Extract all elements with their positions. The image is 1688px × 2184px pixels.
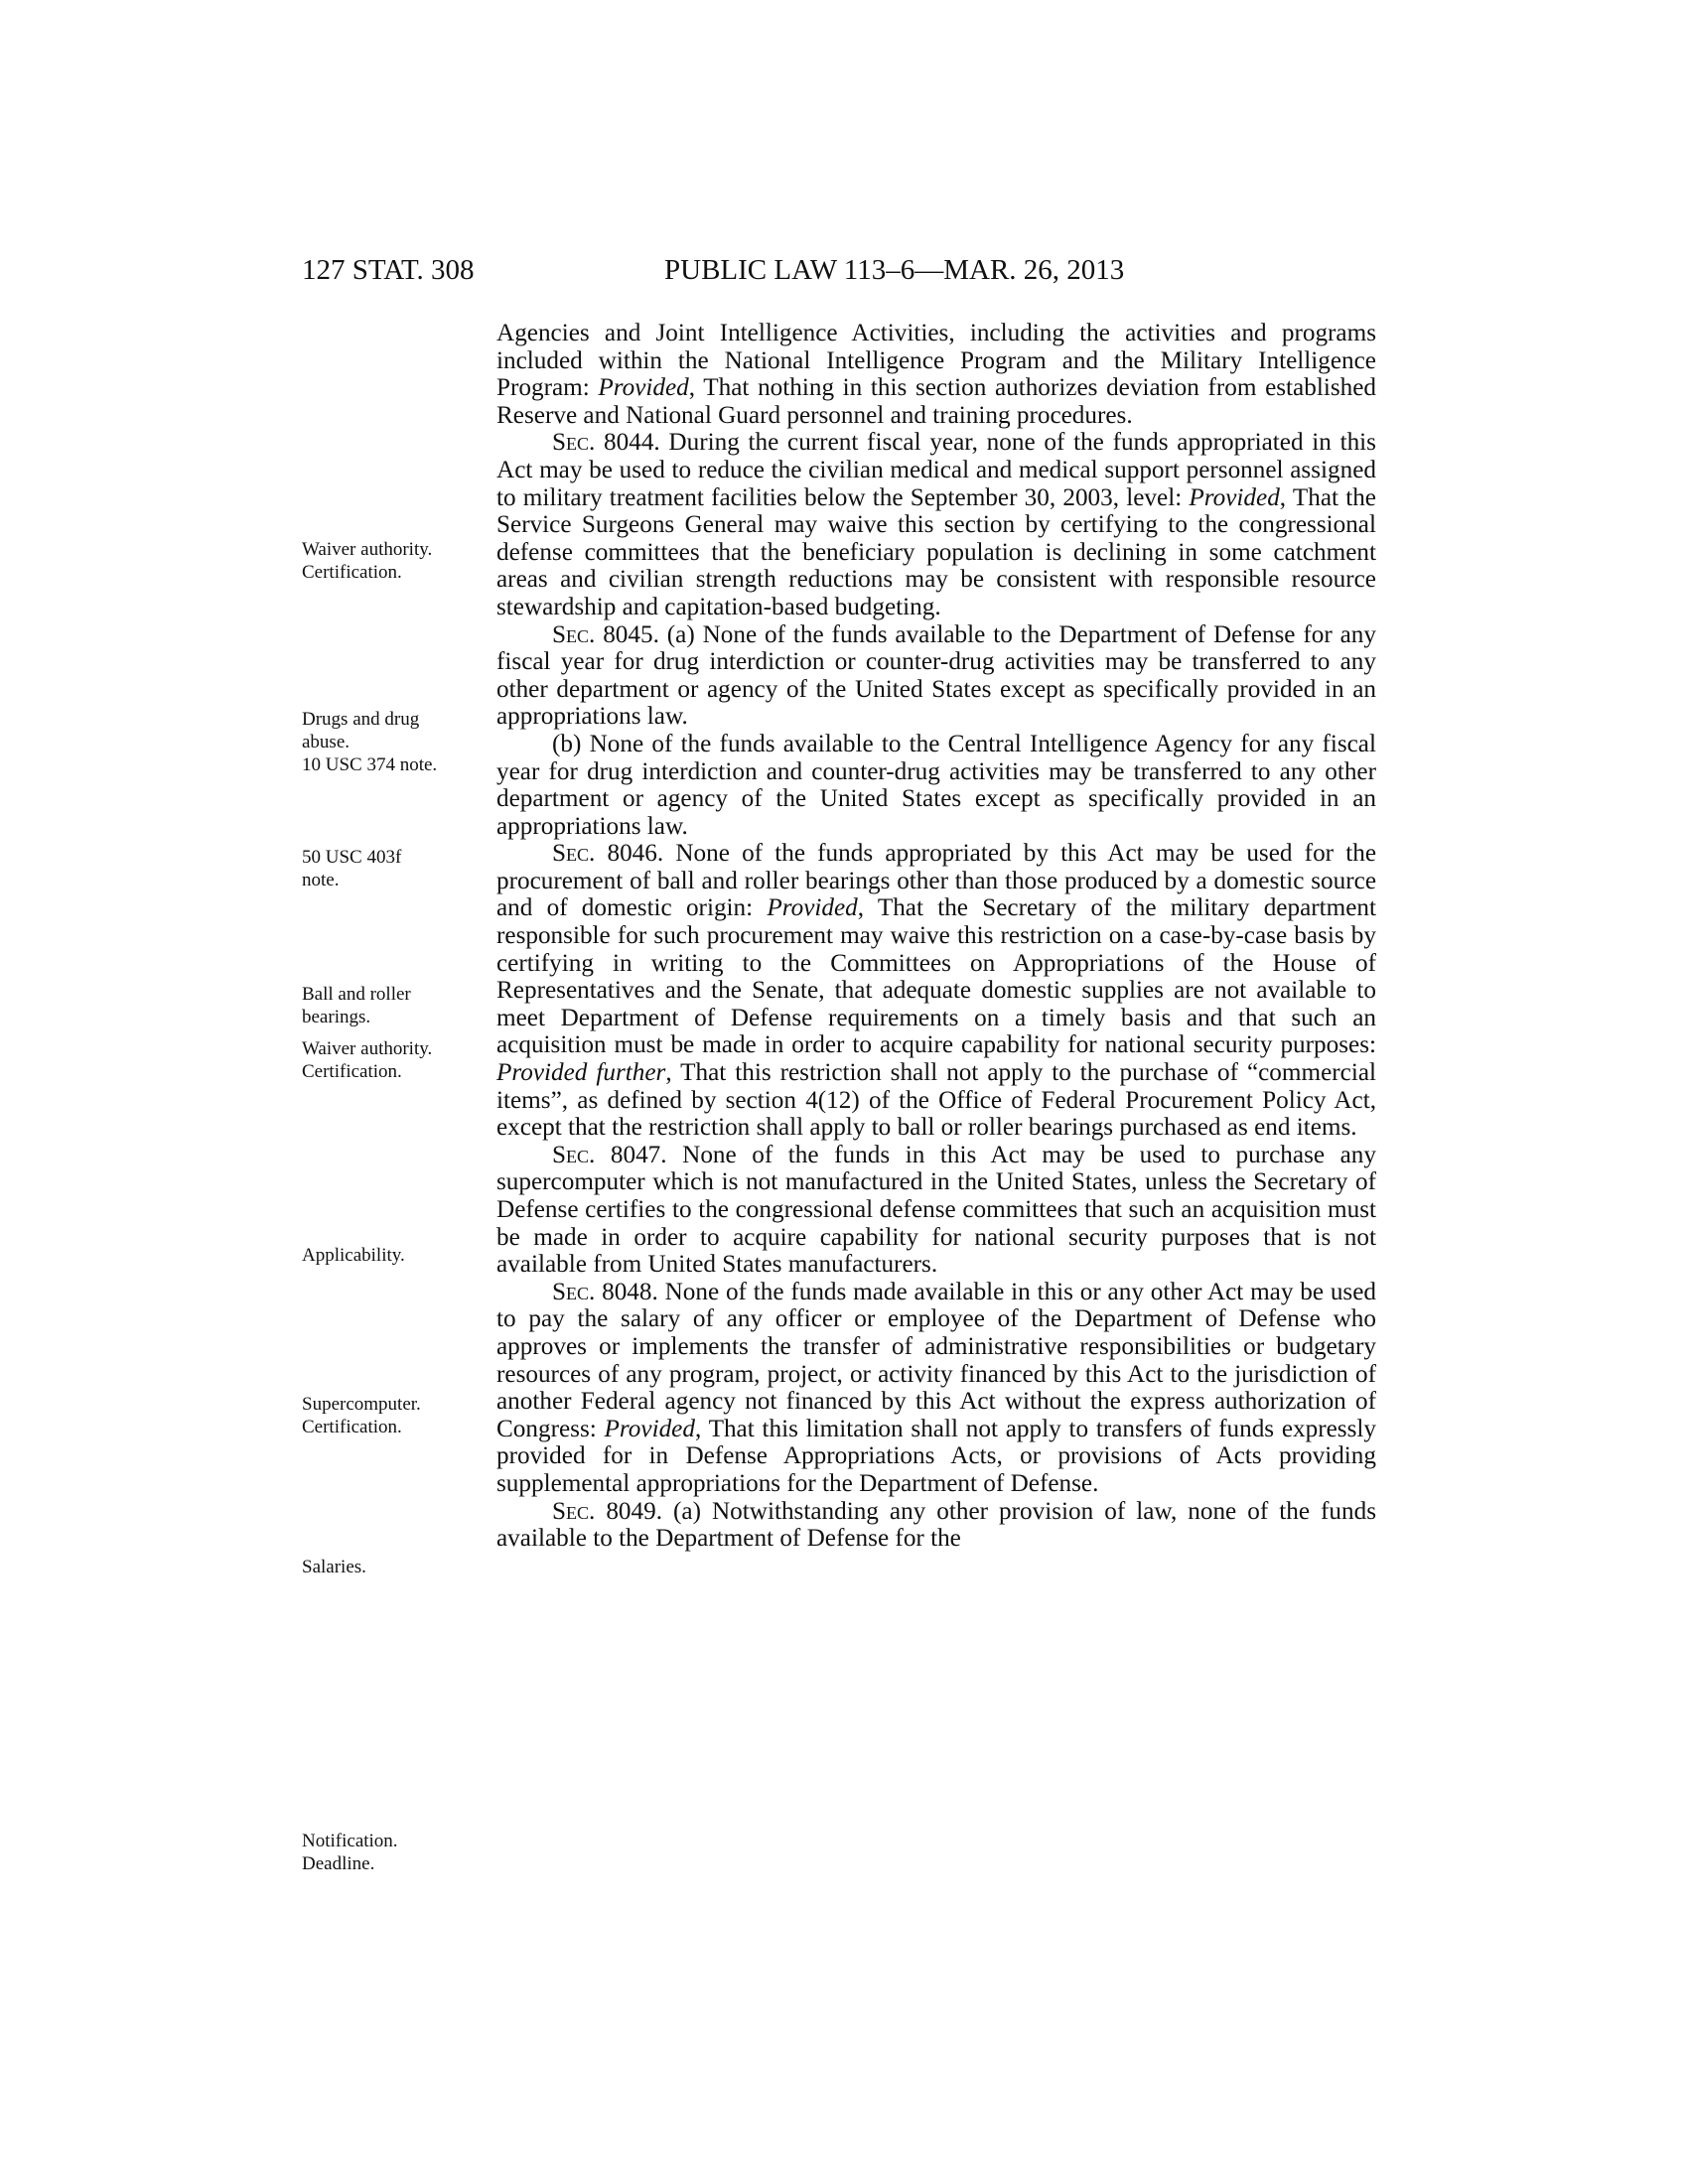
- page-header: [302, 250, 1376, 290]
- section-8047: Sec. 8047. None of the funds in this Act may be used to purchase any supercomputer which is not manufactured in the United States, unless the Secretary of Defense certifies to the congressional defense committees that such an acquisition must be made in order to acquire capability for national security purposes that is not available from United States manufacturers.: [496, 1141, 1376, 1279]
- section-8045-b: (b) None of the funds available to the Central Intelligence Agency for any fiscal year for drug interdiction and counter-drug activities may be transferred to any other department or agency of the United States except as specifically provided in an appropriations law.: [496, 730, 1376, 840]
- section-label: Sec: [552, 840, 590, 868]
- section-8044: Sec. 8044. During the current fiscal year, none of the funds appropriated in this Act may be used to reduce the civilian medical and medical support personnel assigned to military treatment facilities below the September 30, 2003, level: Provided, That the Service Surgeons General may waive this section by certifying to the congressional defense committees that the beneficiary population is declining in some catchment areas and civilian strength reductions may be consistent with responsible resource stewardship and capitation-based budgeting.: [496, 429, 1376, 620]
- statute-page-number: 127 STAT. 308: [302, 254, 475, 286]
- section-label: Sec: [552, 620, 590, 648]
- margin-note: Salaries.: [302, 1557, 366, 1577]
- section-label: Sec: [552, 1497, 590, 1525]
- section-label: Sec: [552, 1278, 590, 1305]
- section-8048: Sec. 8048. None of the funds made available in this or any other Act may be used to pay the salary of any officer or employee of the Department of Defense who approves or implements the transfer of administrative responsibilities or budgetary resources of any program, project, or activity financed by this Act to the jurisdiction of another Federal agency not financed by this Act without the express authorization of Congress: Provided, That this limitation shall not apply to transfers of funds expressly provided for in Defense Appropriations Acts, or provisions of Acts providing supplemental appropriations for the Department of Defense.: [496, 1278, 1377, 1497]
- margin-note: Supercomputer. Certification.: [302, 1394, 421, 1437]
- margin-note: Ball and roller bearings.: [302, 984, 411, 1027]
- margin-note: Notification. Deadline.: [302, 1831, 398, 1874]
- section-8049: Sec. 8049. (a) Notwithstanding any other provision of law, none of the funds available to the Department of Defense for the: [496, 1497, 1376, 1553]
- margin-note: Applicability.: [302, 1245, 405, 1266]
- section-label: Sec: [552, 1141, 590, 1168]
- margin-note: Drugs and drug abuse. 10 USC 374 note.: [302, 709, 438, 775]
- statute-body: [496, 320, 1376, 1553]
- section-8046: Sec. 8046. None of the funds appropriated by this Act may be used for the procurement of ball and roller bearings other than those produced by a domestic source and of domestic origin: Provided, That the Secretary of the military department responsible for such procurement may waive this restriction on a case-by-case basis by certifying in writing to the Committees on Appropriations of the House of Representatives and the Senate, that adequate domestic supplies are not available to meet Department of Defense requirements on a timely basis and that such an acquisition must be made in order to acquire capability for national security purposes: Provided further, That this restriction shall not apply to the purchase of “commercial items”, as defined by section 4(12) of the Office of Federal Procurement Policy Act, except that the restriction shall apply to ball or roller bearings purchased as end items.: [496, 840, 1377, 1142]
- margin-note: 50 USC 403f note.: [302, 847, 402, 890]
- margin-note: Waiver authority. Certification.: [302, 1038, 433, 1082]
- section-label: Sec: [552, 429, 590, 457]
- section-8045-a: Sec. 8045. (a) None of the funds available to the Department of Defense for any fiscal year for drug interdiction or counter-drug activities may be transferred to any other department or agency of the United States except as specifically provided in an appropriations law.: [496, 620, 1376, 731]
- margin-note: Waiver authority. Certification.: [302, 539, 433, 583]
- paragraph-continuation: Agencies and Joint Intelligence Activities, including the activities and programs included within the National Intelligence Program and the Military Intelligence Program: Provided, That nothing in this section authorizes deviation from established Reserve and National Guard personnel and training procedures.: [496, 320, 1376, 429]
- public-law-citation: PUBLIC LAW 113–6—MAR. 26, 2013: [664, 254, 1125, 286]
